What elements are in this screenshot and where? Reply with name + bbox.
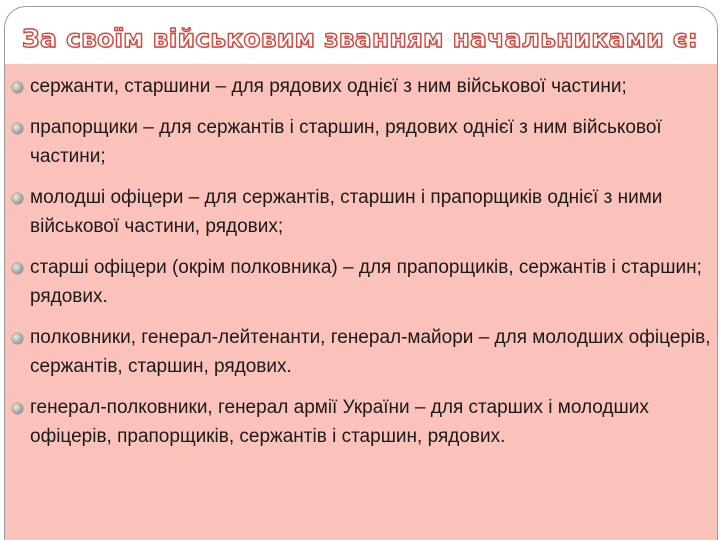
list-item <box>12 72 712 101</box>
list-item <box>12 323 712 381</box>
list-item-text: старші офіцери (окрім полковника) – для прапорщиків, сержантів і старшин; рядових. <box>30 257 702 307</box>
list-item <box>12 183 712 241</box>
bullet-icon <box>12 333 23 344</box>
bullet-icon <box>12 263 23 274</box>
list-item-text: сержанти, старшини – для рядових однієї з ним військової частини; <box>30 76 627 97</box>
bullet-icon <box>12 403 23 414</box>
bullet-icon <box>12 82 23 93</box>
bullet-icon <box>12 193 23 204</box>
list-item-text: генерал-полковники, генерал армії України – для старших і молодших офіцерів, прапорщиків, сержантів і старшин, рядових. <box>30 397 649 447</box>
list-item-text: прапорщики – для сержантів і старшин, рядових однієї з ним військової частини; <box>30 117 662 167</box>
list-item-text: полковники, генерал-лейтенанти, генерал-майори – для молодших офіцерів, сержантів, старшин, рядових. <box>30 327 711 377</box>
bullet-list <box>12 72 712 463</box>
list-item <box>12 253 712 311</box>
bullet-icon <box>12 123 23 134</box>
list-item <box>12 393 712 451</box>
slide-title: За своїм військовим званням начальниками є: <box>22 24 698 53</box>
list-item <box>12 113 712 171</box>
list-item-text: молодші офіцери – для сержантів, старшин і прапорщиків однієї з ними військової частини, рядових; <box>30 187 663 237</box>
